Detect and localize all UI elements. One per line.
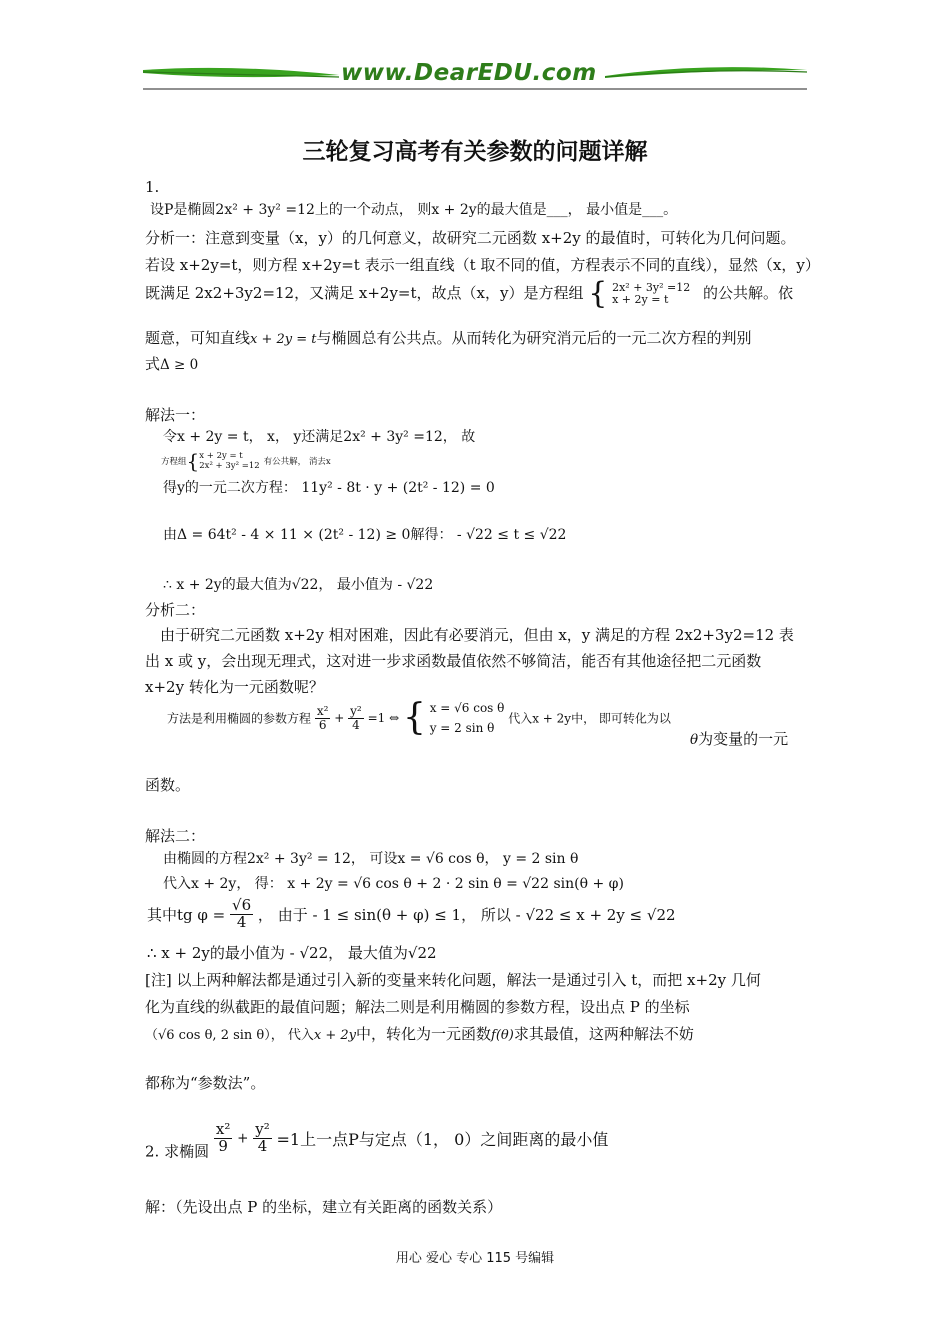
fraction-numerator: √6 (232, 896, 252, 914)
note-coord: （√6 cos θ, 2 sin θ）， 代入 (145, 1028, 314, 1043)
solution-1-step-1: 令x + 2y = t， x， y还满足2x² + 3y² =12， 故 (163, 429, 476, 445)
method-text-a: 方法是利用椭圆的参数方程 (167, 711, 312, 726)
equation-system (612, 282, 690, 306)
fraction-y2-4 (253, 1122, 272, 1155)
note-line-1: [注] 以上两种解法都是通过引入新的变量来转化问题，解法一是通过引入 t，而把 x+2y 几何 (145, 971, 761, 989)
analysis-2-line-3: x+2y 转化为一元函数呢？ (145, 678, 324, 696)
fraction-denominator: 4 (257, 1136, 268, 1155)
param-brace: { (402, 697, 426, 738)
fraction-numerator: y² (255, 1120, 270, 1138)
solution-1-step-3: 得y的一元二次方程： 11y² - 8t · y + (2t² - 12) = 0 (163, 480, 495, 496)
analysis-2-method (167, 698, 671, 738)
fraction-denominator: 9 (218, 1136, 228, 1155)
fraction-x2-6 (315, 705, 331, 731)
analysis-1-line-3-b: 的公共解。依 (703, 284, 794, 302)
equivalence: =1 ⇔ (367, 711, 400, 725)
note-text-c: 求其最值，这两种解法不妨 (513, 1025, 694, 1043)
site-header (143, 58, 807, 94)
solution-2-step-2: 代入x + 2y， 得： x + 2y = √6 cos θ + 2 · 2 sin θ = √22 sin(θ + φ) (163, 876, 624, 892)
theta-symbol: θ (690, 732, 699, 748)
solution-1-step-4: 由Δ = 64t² - 4 × 11 × (2t² - 12) ≥ 0解得： - √22 ≤ t ≤ √22 (163, 527, 567, 543)
note-expression: x + 2y (313, 1028, 356, 1043)
analysis-1-line-3-a: 既满足 2x2+3y2=12，又满足 x+2y=t，故点（x，y）是方程组 (145, 284, 584, 302)
question-2 (145, 1122, 608, 1161)
note-line-4: 都称为“参数法”。 (145, 1074, 266, 1092)
fraction-x2-9 (214, 1122, 232, 1155)
solution-1-step-2 (161, 449, 331, 473)
solution-1-step-2-d: 有公共解， 消去x (263, 457, 331, 467)
system-eq-1: 2x² + 3y² =12 (612, 281, 691, 294)
analysis-2-method-end (690, 728, 788, 749)
fraction-denominator: 4 (352, 717, 360, 732)
solution-2-step-1: 由椭圆的方程2x² + 3y² = 12， 可设x = √6 cos θ， y = 2 sin θ (163, 851, 579, 867)
fraction-denominator: 4 (236, 912, 247, 931)
fraction-numerator: x² (316, 703, 329, 718)
analysis-1-line-4 (145, 325, 807, 353)
solution-1-label: 解法一： (145, 406, 206, 424)
solution-2-step-4: ∴ x + 2y的最小值为 - √22， 最大值为√22 (147, 944, 437, 962)
plus-sign: + (334, 711, 345, 725)
small-system-eq-1: x + 2y = t (199, 451, 243, 461)
question-2-text-a: 2. 求椭圆 (145, 1142, 210, 1161)
analysis-1-line-1: 分析一：注意到变量（x，y）的几何意义，故研究二元函数 x+2y 的最值时，可转化为几何问题。 (145, 229, 796, 247)
page-title: 三轮复习高考有关参数的问题详解 (302, 139, 648, 165)
small-system-eq-2: 2x² + 3y² =12 (199, 461, 260, 471)
fraction-denominator: 6 (318, 717, 327, 732)
plus-sign: + (237, 1130, 249, 1147)
solution-2-label: 解法二： (145, 827, 206, 845)
analysis-2-label: 分析二： (145, 601, 206, 619)
param-eq-y: y = 2 sin θ (429, 721, 495, 735)
question-2-text-b: =1上一点P与定点（1， 0）之间距离的最小值 (276, 1129, 609, 1149)
system-brace-small: { (186, 449, 200, 473)
analysis-1-line-4-a: 题意，可知直线 (145, 329, 251, 347)
question-2-solution: 解：（先设出点 P 的坐标，建立有关距离的函数关系） (145, 1198, 503, 1216)
fraction-numerator: y² (350, 703, 362, 718)
site-logo[interactable]: www.DearEDU.com (341, 60, 597, 86)
note-line-2: 化为直线的纵截距的最值问题；解法二则是利用椭圆的参数方程，设出点 P 的坐标 (145, 998, 690, 1016)
note-function: f(θ) (491, 1028, 514, 1043)
small-system (199, 451, 259, 471)
system-brace: { (588, 276, 608, 311)
system-eq-2: x + 2y = t (612, 293, 669, 306)
method-text-c: 为变量的一元 (698, 730, 789, 748)
analysis-2-line-4: 函数。 (145, 776, 191, 794)
question-number: 1. (145, 178, 160, 196)
fraction-root6-4 (230, 898, 253, 931)
analysis-1-line-3 (145, 276, 807, 311)
note-text-b: 中，转化为一元函数 (356, 1025, 492, 1043)
method-text-b: 代入x + 2y中， 即可转化为以 (508, 711, 671, 726)
solution-1-step-2-a: 方程组 (161, 457, 187, 467)
question-1-text: 设P是椭圆2x² + 3y² =12上的一个动点， 则x + 2y的最大值是___， 最小值是___。 (150, 202, 678, 218)
page-footer: 用心 爱心 专心 115 号编辑 (395, 1251, 555, 1266)
solution-1-step-5: ∴ x + 2y的最大值为√22， 最小值为 - √22 (163, 577, 434, 593)
solution-2-step-3 (147, 898, 676, 931)
note-line-3 (145, 1021, 807, 1049)
parametric-system (430, 698, 505, 738)
step-3-a: 其中tg φ = (147, 905, 226, 924)
analysis-2-line-2: 出 x 或 y，会出现无理式，这对进一步求函数最值依然不够简洁，能否有其他途径把二元函数 (145, 652, 762, 670)
param-eq-x: x = √6 cos θ (429, 701, 505, 715)
fraction-y2-4 (348, 705, 364, 731)
analysis-2-line-1: 由于研究二元函数 x+2y 相对困难，因此有必要消元，但由 x，y 满足的方程 2x2+3y2=12 表 (160, 626, 794, 644)
analysis-1-line-2: 若设 x+2y=t，则方程 x+2y=t 表示一组直线（t 取不同的值，方程表示不同的直线），显然（x，y） (145, 256, 820, 274)
fraction-numerator: x² (215, 1120, 231, 1138)
analysis-1-line-5-a: 式 (145, 355, 161, 373)
analysis-1-line-4-b: 与椭圆总有公共点。从而转化为研究消元后的一元二次方程的判别 (316, 329, 752, 347)
line-equation: x + 2y = t (250, 332, 317, 347)
step-3-b: ， 由于 - 1 ≤ sin(θ + φ) ≤ 1， 所以 - √22 ≤ x + 2y ≤ √22 (257, 905, 676, 924)
discriminant: Δ ≥ 0 (160, 357, 199, 373)
analysis-1-line-5 (145, 351, 807, 379)
